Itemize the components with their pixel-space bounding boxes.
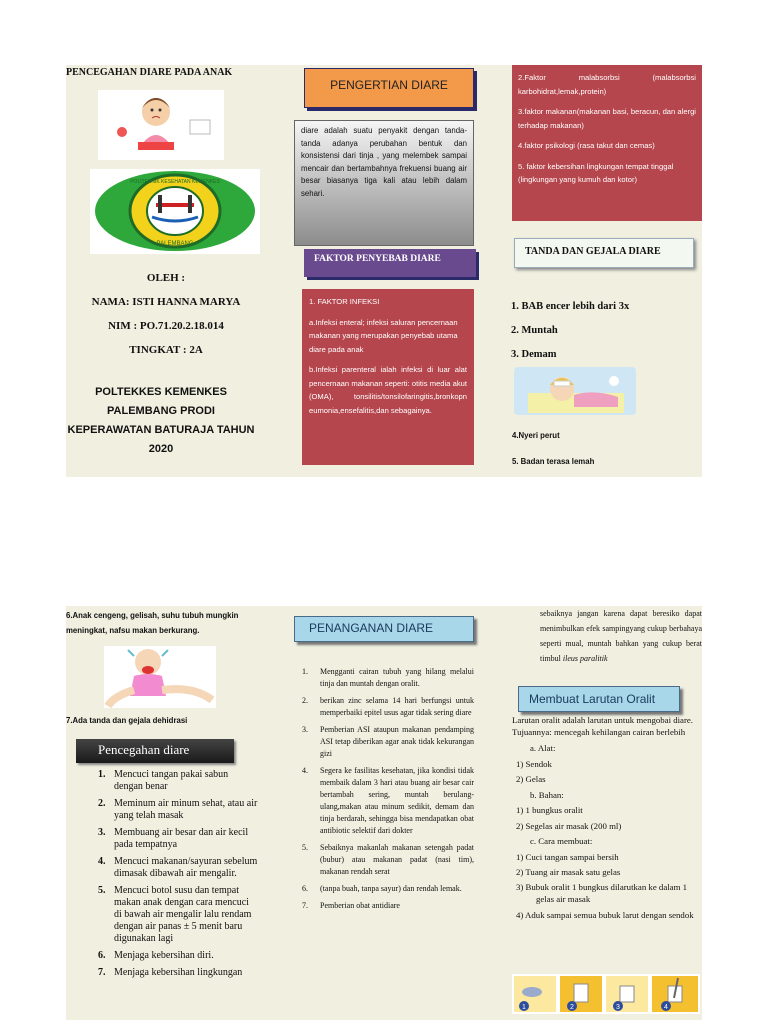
leaflet-page-2 [66,606,702,1020]
list-item: 3. Membuang air besar dan air kecil pada tempatnya [98,827,249,850]
list-item: 5. Sebaiknya makanlah makanan setengah padat (bubur) atau makanan padat (nasi tim), makanan rendah serat [302,843,474,876]
oralit-steps-illustration [512,974,700,1014]
list-item: 1) Cuci tangan sampai bersih [516,851,619,862]
svg-text:3: 3 [616,1004,620,1011]
gejala-item: 3. Demam [511,349,557,360]
list-item: 4) Aduk sampai semua bubuk larut dengan sendok [516,909,694,920]
list-item: 6. (tanpa buah, tanpa sayur) dan rendah lemak. [302,884,462,893]
faktor-item: b.Infeksi parenteral ialah infeksi di luar alat pencernaan makanan seperti: otitis media akut (OMA), tonsilitis/tonsilofaringitis,bronkopn eumonia,ensefalitis,dan sebagainya. [309,365,467,415]
cara-label: c. Cara membuat: [530,836,593,847]
list-item: 3. Pemberian ASI ataupun makanan pendamping ASI tetap diberikan agar anak tidak kekurangan gizi [302,725,474,758]
list-item: 7. Menjaga kebersihan lingkungan [98,967,243,978]
gejala-item: 2. Muntah [511,325,558,336]
oleh-label: OLEH : [146,272,186,284]
step-panel [606,976,648,1012]
faktor-item: 1. FAKTOR INFEKSI [309,297,380,306]
oralit-header: Membuat Larutan Oralit [518,686,680,712]
author-nim: NIM : PO.71.20.2.18.014 [108,320,224,332]
faktor-item: a.Infeksi enteral; infeksi saluran pencernaan makanan yang merupakan penyebab utama diare pada anak [309,317,458,354]
continuation-text: sebaiknya jangan karena dapat beresiko dapat menimbulkan efek sampingyang cukup berbahaya seperti mual, muntah bahkan yang cukup berat timbul ileus paralitik [540,609,702,663]
svg-text:1: 1 [522,1004,526,1011]
list-item: 2) Tuang air masak satu gelas [516,867,621,878]
crying-baby-illustration [104,646,216,708]
oralit-content [512,714,702,921]
pencegahan-list [98,769,258,984]
poltekkes-logo [90,169,260,254]
faktor-item: 3.faktor makanan(makanan basi, beracun, dan alergi terhadap makanan) [518,107,696,130]
gejala-6: 6.Anak cengeng, gelisah, suhu tubuh mungkin meningkat, nafsu makan berkurang. [66,611,239,635]
list-item: 6. Menjaga kebersihan diri. [98,950,214,961]
alat-label: a. Alat: [530,743,556,754]
gejala-7: 7.Ada tanda dan gejala dehidrasi [66,716,188,725]
list-item: 2) Segelas air masak (200 ml) [516,820,622,831]
faktor-header: FAKTOR PENYEBAB DIARE [304,249,476,277]
author-block [66,266,266,362]
faktor-item: 5. faktor kebersihan lingkungan tempat tinggal (lingkungan yang kumuh dan kotor) [518,161,674,184]
pengertian-text: diare adalah suatu penyakit dengan tanda-tanda adanya perubahan bentuk dan konsistensi dari tinja , yang melembek sampai mencair dan bertambahnya frekuensi buang air besar biasanya tiga kali atau lebih dalam sehari. [294,120,474,246]
gejala-more-list [512,423,594,475]
leaflet-page-1 [66,65,702,477]
list-item: 7. Pemberian obat antidiare [302,901,400,910]
bahan-label: b. Bahan: [530,789,564,800]
oralit-definition: Larutan oralit adalah larutan untuk mengobai diare. [512,715,693,725]
list-item: 1. Mengganti cairan tubuh yang hilang melalui tinja dan muntah dengan oralit. [302,667,474,688]
svg-text:4: 4 [664,1004,668,1011]
faktor-item: 2.Faktor malabsorbsi (malabsorbsi karbohidrat,lemak,protein) [518,73,696,96]
leaflet-title: PENCEGAHAN DIARE PADA ANAK [66,67,233,78]
list-item: 4. Mencuci makanan/sayuran sebelum dimasak dibawah air mengalir. [98,856,258,879]
ileus-term: ileus paralitik [562,654,608,663]
faktor-item: 4.faktor psikologi (rasa takut dan cemas) [518,141,655,150]
gejala-header: TANDA DAN GEJALA DIARE [514,238,694,268]
list-item: 1) 1 bungkus oralit [516,805,583,816]
author-tingkat: TINGKAT : 2A [129,344,203,356]
oralit-tujuan: Tujuannya: mencegah kehilangan cairan berlebih [512,727,686,738]
list-item: 1) Sendok [516,758,552,769]
penanganan-list [302,666,474,917]
pengertian-header: PENGERTIAN DIARE [304,68,474,108]
step-panel [652,976,698,1012]
sick-child-illustration [98,90,224,160]
svg-text:2: 2 [570,1004,574,1011]
penanganan-header: PENANGANAN DIARE [294,616,474,642]
faktor-infeksi-box [302,289,474,465]
step-panel [514,976,556,1012]
gejala-list [511,295,629,367]
logo-text-top: POLITEKNIK KESEHATAN KEMENKES [130,179,220,185]
gejala-item: 5. Badan terasa lemah [512,457,595,466]
gejala-item: 4.Nyeri perut [512,431,560,440]
list-item: 2) Gelas [516,774,546,785]
list-item: 3) Bubuk oralit 1 bungkus dilarutkan ke dalam 1 gelas air masak [516,881,688,905]
sick-baby-illustration [514,367,636,415]
list-item: 4. Segera ke fasilitas kesehatan, jika kondisi tidak membaik dalam 3 hari atau buang air besar cair bertambah sering, muntah berulang-ulang,makan atau minum sedikit, demam dan tinja berdarah, sehingga bisa mendapatkan obat antibiotic selektif dari dokter [302,766,474,835]
list-item: 2. Meminum air minum sehat, atau air yang telah masak [98,798,258,821]
step-panel [560,976,602,1012]
faktor-lanjutan-box [512,65,702,221]
list-item: 5. Mencuci botol susu dan tempat makan anak dengan cara mencuci di bawah air mengalir lalu rendam dengan air panas ± 5 menit baru digunakan lagi [98,885,252,944]
pencegahan-header: Pencegahan diare [76,739,234,763]
gejala-item: 1. BAB encer lebih dari 3x [511,301,630,312]
logo-text-bottom: PALEMBANG [156,241,194,247]
list-item: 2. berikan zinc selama 14 hari berfungsi untuk memperbaiki epitel usus agar tidak sering diare [302,696,474,717]
author-name: NAMA: ISTI HANNA MARYA [91,296,241,308]
institution-text: POLTEKKES KEMENKES PALEMBANG PRODI KEPERAWATAN BATURAJA TAHUN 2020 [67,386,255,455]
list-item: 1. Mencuci tangan pakai sabun dengan benar [98,769,229,792]
